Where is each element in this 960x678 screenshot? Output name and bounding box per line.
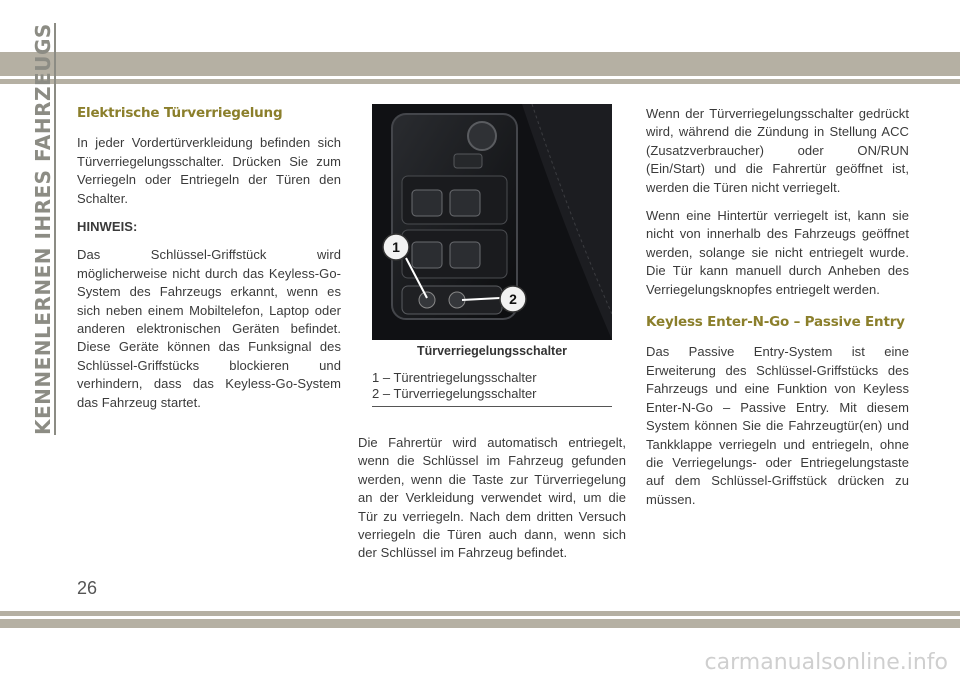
- watermark: carmanualsonline.info: [704, 650, 948, 675]
- legend-item-2: 2 – Türverriegelungsschalter: [372, 386, 537, 401]
- callout-2: 2: [509, 291, 517, 307]
- section-heading-passive-entry: Keyless Enter-N-Go – Passive Entry: [646, 314, 905, 331]
- paragraph: Das Passive Entry-System ist eine Erweiterung des Schlüssel-Griffstücks des Fahrzeugs und eine Funktion von Keyless Enter-N-Go – Passive Entry. Mit diesem System können Sie die Fahrzeugtür(en) und Tankklappe verriegeln und entriegeln, ohne die Verriegelungs- oder Entriegelungstaste auf dem Schlüssel-Griffstück drücken zu müssen.: [646, 344, 909, 507]
- figure-legend: [372, 370, 612, 407]
- bottom-rule: [0, 611, 960, 616]
- paragraph: In jeder Vordertürverkleidung befinden sich Türverriegelungsschalter. Drücken Sie zum Verriegeln oder Entriegeln der Türen den Schalter.: [77, 135, 341, 206]
- top-header-band: [0, 52, 960, 76]
- paragraph: Die Fahrertür wird automatisch entriegelt, wenn die Schlüssel im Fahrzeug gefunden werden, wenn die Taste zur Türverriegelung an der Verkleidung verwendet wird, um die Tür zu verriegeln. Nach dem dritten Versuch verriegeln die Türen auch dann, wenn sich der Schlüssel im Fahrzeug befindet.: [358, 435, 626, 561]
- callout-1: 1: [392, 239, 400, 255]
- page-number: 26: [77, 578, 98, 598]
- column-left: [77, 104, 341, 422]
- bottom-band: [0, 619, 960, 628]
- chapter-side-label: KENNENLERNEN IHRES FAHRZEUGS: [31, 23, 55, 435]
- top-rule: [0, 79, 960, 84]
- figure-caption: Türverriegelungsschalter: [416, 344, 568, 358]
- section-heading-door-locks: Elektrische Türverriegelung: [77, 105, 283, 121]
- door-switch-photo: [372, 104, 612, 340]
- note-label: HINWEIS:: [77, 219, 138, 235]
- note-text: Das Schlüssel-Griffstück wird möglicherweise nicht durch das Keyless-Go-System des Fahrzeugs erkannt, wenn es sich neben einem Mobiltelefon, Laptop oder anderen elektronischen Geräten befindet. Diese Geräte können das Funksignal des Schlüssel-Griffstücks blockieren und verhindern, dass das Keyless-Go-System das Fahrzeug startet.: [77, 247, 341, 410]
- column-middle-text: [358, 434, 626, 573]
- legend-item-1: 1 – Türentriegelungsschalter: [372, 370, 537, 385]
- paragraph: Wenn eine Hintertür verriegelt ist, kann sie nicht von innerhalb des Fahrzeugs geöffnet werden, solange sie nicht entriegelt wurde. Die Tür kann manuell durch Anheben des Verriegelungsknopfes entriegelt werden.: [646, 208, 909, 297]
- column-right: [646, 105, 909, 519]
- paragraph: Wenn der Türverriegelungsschalter gedrückt wird, während die Zündung in Stellung ACC (Zusatzverbraucher) oder ON/RUN (Ein/Start) und die Fahrertür geöffnet ist, werden die Türen nicht verriegelt.: [646, 106, 909, 195]
